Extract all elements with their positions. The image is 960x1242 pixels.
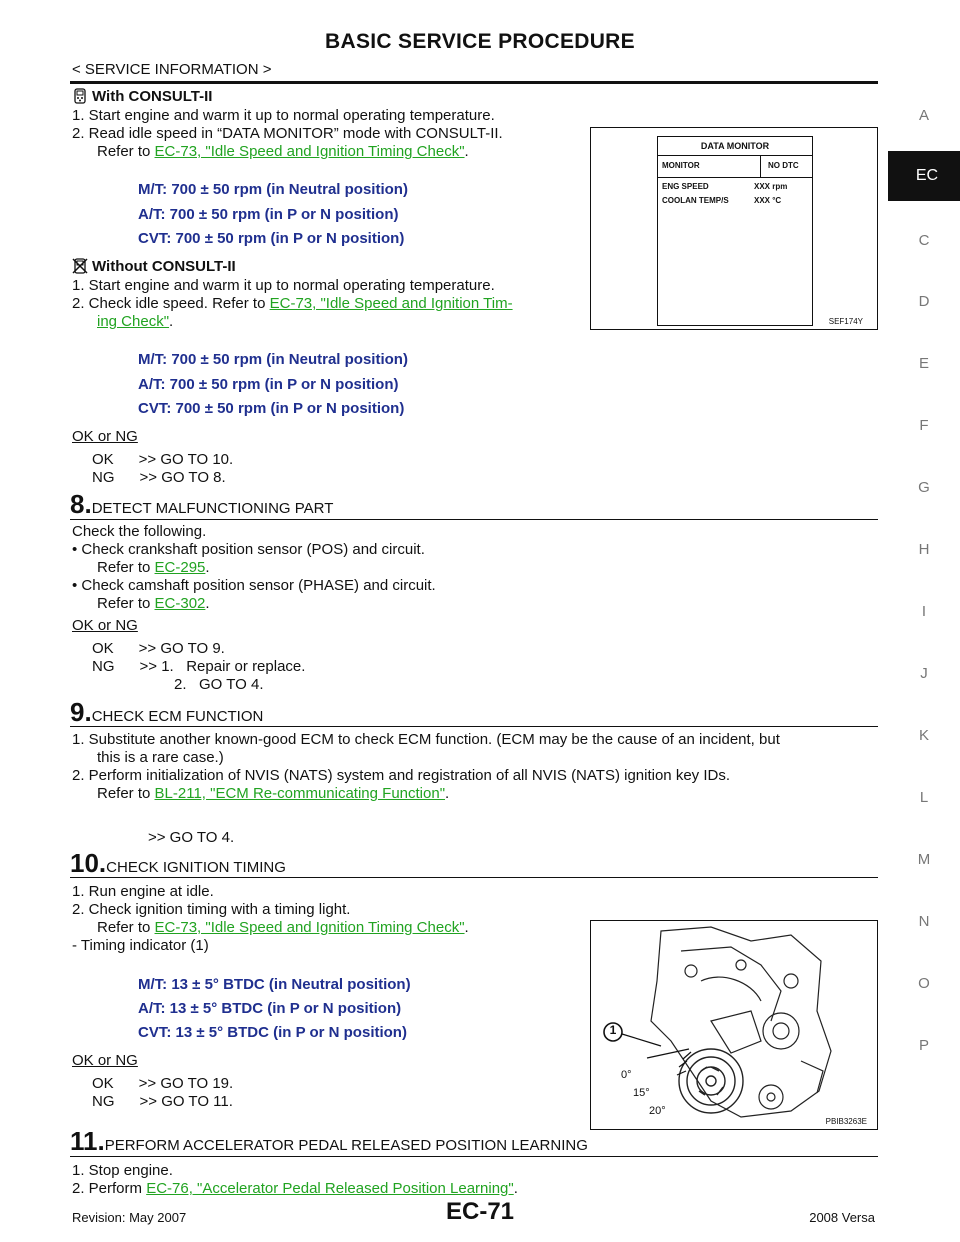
revision-date: Revision: May 2007 [72,1210,187,1225]
ng-result-10: NG >> GO TO 11. [92,1093,233,1110]
eng-speed-value: XXX rpm [754,182,788,191]
spec-at-idle-2: A/T: 700 ± 50 rpm (in P or N position) [138,376,399,393]
step-9-number: 9. [70,697,92,727]
step-8-bullet-2: • Check camshaft position sensor (PHASE) and circuit. [72,577,436,594]
step-9-title: CHECK ECM FUNCTION [91,708,264,725]
step-9-line-1: 1. Substitute another known-good ECM to check ECM function. (ECM may be the cause of an incident, but [72,731,780,748]
ref-prefix: Refer to [97,143,155,160]
idle-speed-check-link[interactable]: EC-73, "Idle Speed and Ignition Timing Check" [154,143,465,160]
tab-n[interactable]: N [918,913,930,930]
step-9-rule [70,726,878,727]
with-consult-heading [72,88,212,106]
step2-prefix: 2. Check idle speed. Refer to [72,295,270,312]
with-consult-ref [97,143,469,161]
step-9-line-1b: this is a rare case.) [97,749,224,766]
step-8-ref-2 [97,595,210,613]
coolant-temp-label: COOLAN TEMP/S [662,196,729,205]
idle-speed-check-link-2a[interactable]: EC-73, "Idle Speed and Ignition Tim- [269,295,513,312]
step-8-heading [70,489,333,520]
page-number: EC-71 [445,1198,515,1225]
data-monitor-screen [657,136,813,326]
ng-result-7: NG >> GO TO 8. [92,469,226,486]
step-8-title: DETECT MALFUNCTIONING PART [91,500,334,517]
without-consult-heading [72,258,236,276]
page-title: BASIC SERVICE PROCEDURE [325,30,635,53]
header-rule [70,81,878,84]
tab-k[interactable]: K [918,727,929,744]
ok-result-8: OK >> GO TO 9. [92,640,225,657]
spec-cvt-idle: CVT: 700 ± 50 rpm (in P or N position) [138,230,405,247]
without-consult-ref-cont [97,313,173,331]
ref-prefix: Refer to [97,919,155,936]
tab-i[interactable]: I [921,603,927,620]
step-10-title: CHECK IGNITION TIMING [106,859,286,876]
step-9-ref [97,785,449,803]
tab-g[interactable]: G [918,479,930,496]
timing-mark-0: 0° [621,1069,632,1081]
ref-prefix: Refer to [97,785,155,802]
spec-mt-idle-2: M/T: 700 ± 50 rpm (in Neutral position) [138,351,408,368]
step-11-title: PERFORM ACCELERATOR PEDAL RELEASED POSITION LEARNING [104,1137,588,1154]
ref-prefix: Refer to [97,559,155,576]
ref-suffix: . [464,919,469,936]
ref-prefix: Refer to [97,595,155,612]
spec-cvt-timing: CVT: 13 ± 5° BTDC (in P or N position) [138,1024,407,1041]
step-11-number: 11. [70,1126,105,1156]
step-9-line-2: 2. Perform initialization of NVIS (NATS) system and registration of all NVIS (NATS) ignition key IDs. [72,767,730,784]
tab-m[interactable]: M [917,851,931,868]
without-consult-label: Without CONSULT-II [92,258,236,275]
ref-suffix: . [464,143,469,160]
section-subtitle: < SERVICE INFORMATION > [72,61,272,78]
monitor-label: MONITOR [662,161,700,170]
step-10-line-1: 1. Run engine at idle. [72,883,214,900]
without-consult-step-1: 1. Start engine and warm it up to normal operating temperature. [72,277,495,294]
ng-result-8: NG >> 1. Repair or replace. [92,658,306,675]
idle-speed-check-link-3[interactable]: EC-73, "Idle Speed and Ignition Timing Check" [154,919,465,936]
no-dtc-label: NO DTC [768,161,799,170]
vehicle-model: 2008 Versa [809,1210,875,1225]
step-8-bullet-1: • Check crankshaft position sensor (POS) and circuit. [72,541,425,558]
eng-speed-label: ENG SPEED [662,182,709,191]
no-consult-tool-icon [72,258,88,274]
ref-suffix: . [205,559,210,576]
spec-mt-idle: M/T: 700 ± 50 rpm (in Neutral position) [138,181,408,198]
figure2-code: PBIB3263E [825,1117,867,1126]
figure1-code: SEF174Y [828,317,863,326]
okng-label-8: OK or NG [72,617,138,634]
perform-suffix: . [513,1180,518,1197]
step-11-rule [70,1156,878,1157]
tab-h[interactable]: H [918,541,930,558]
step-8-rule [70,519,878,520]
with-consult-label: With CONSULT-II [92,88,213,105]
ec-302-link[interactable]: EC-302 [154,595,206,612]
tab-l[interactable]: L [919,789,929,806]
tab-e[interactable]: E [918,355,929,372]
timing-mark-20: 20° [649,1105,666,1117]
monitor-divider [760,155,761,177]
data-monitor-figure [590,127,878,330]
tab-j[interactable]: J [920,665,928,682]
step-8-ref-1 [97,559,210,577]
okng-label-10: OK or NG [72,1052,138,1069]
tab-a[interactable]: A [918,107,929,124]
step-10-rule [70,877,878,878]
coolant-temp-value: XXX °C [754,196,782,205]
ng-result-8b: 2. GO TO 4. [174,676,264,693]
ref-suffix: . [205,595,210,612]
tab-c[interactable]: C [918,232,930,249]
ec-76-link[interactable]: EC-76, "Accelerator Pedal Released Position Learning" [146,1180,514,1197]
timing-mark-15: 15° [633,1087,650,1099]
with-consult-step-2: 2. Read idle speed in “DATA MONITOR” mode with CONSULT-II. [72,125,503,142]
step-11-heading [70,1126,588,1157]
consult-tool-icon [72,88,88,104]
step-10-number: 10. [70,848,107,878]
spec-cvt-idle-2: CVT: 700 ± 50 rpm (in P or N position) [138,400,405,417]
step-10-line-2: 2. Check ignition timing with a timing light. [72,901,351,918]
step-8-intro: Check the following. [72,523,207,540]
with-consult-step-1: 1. Start engine and warm it up to normal operating temperature. [72,107,495,124]
step-9-heading [70,697,263,728]
perform-prefix: 2. Perform [72,1180,147,1197]
step-11-line-2 [72,1180,518,1198]
spec-at-idle: A/T: 700 ± 50 rpm (in P or N position) [138,206,399,223]
spec-at-timing: A/T: 13 ± 5° BTDC (in P or N position) [138,1000,402,1017]
tab-f[interactable]: F [919,417,929,434]
tab-p[interactable]: P [918,1037,929,1054]
without-consult-step-2 [72,295,513,313]
ok-result-10: OK >> GO TO 19. [92,1075,234,1092]
ok-result-7: OK >> GO TO 10. [92,451,234,468]
ref-suffix: . [445,785,450,802]
step-8-number: 8. [70,489,92,519]
tab-o[interactable]: O [918,975,930,992]
idle-speed-check-link-2b[interactable]: ing Check" [97,313,170,330]
step-11-line-1: 1. Stop engine. [72,1162,173,1179]
spec-mt-timing: M/T: 13 ± 5° BTDC (in Neutral position) [138,976,411,993]
monitor-header-row [658,155,812,178]
tab-ec-active[interactable]: EC [888,151,960,201]
ignition-timing-figure [590,920,878,1130]
ref-suffix-2: . [169,313,174,330]
ec-295-link[interactable]: EC-295 [154,559,206,576]
step-10-heading [70,848,286,879]
bl-211-link[interactable]: BL-211, "ECM Re-communicating Function" [154,785,446,802]
tab-d[interactable]: D [918,293,930,310]
data-monitor-title: DATA MONITOR [658,137,812,156]
okng-label-7: OK or NG [72,428,138,445]
step-10-line-3: - Timing indicator (1) [72,937,209,954]
timing-indicator-callout: 1 [609,1023,617,1037]
step-10-ref [97,919,469,937]
step-9-go: >> GO TO 4. [148,829,235,846]
